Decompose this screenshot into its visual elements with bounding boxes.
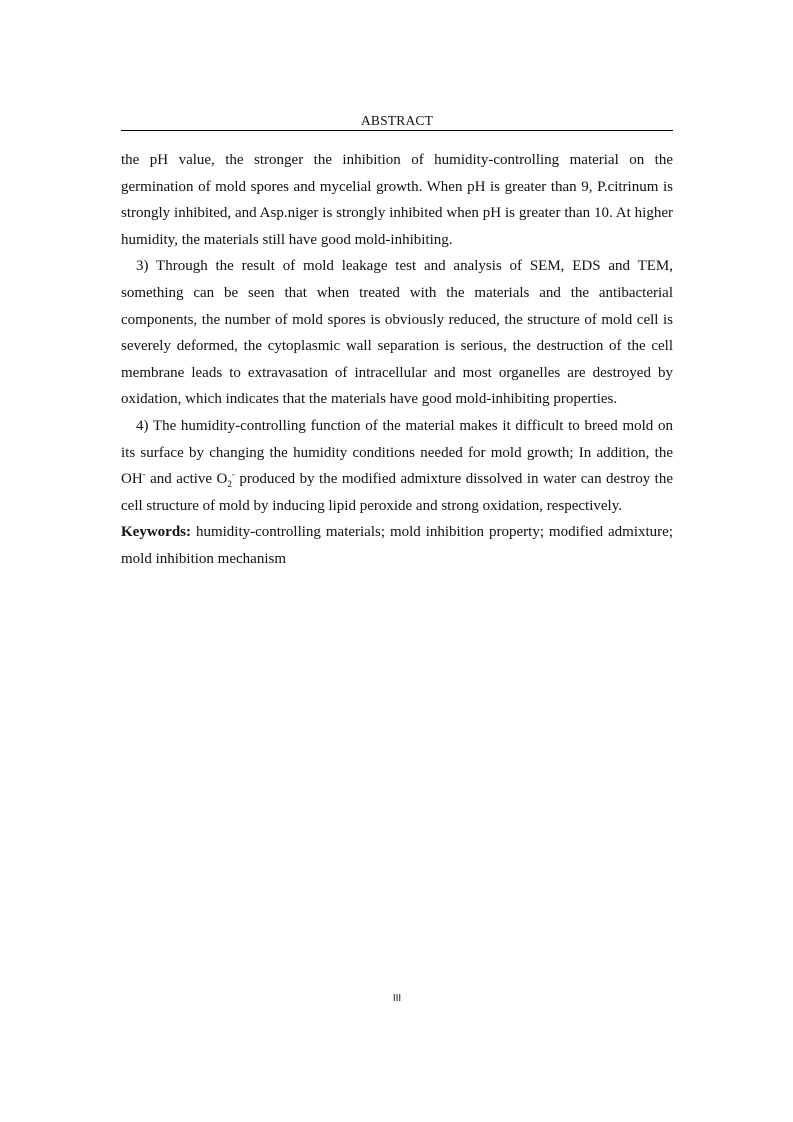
- mechanism-text-part2: and active O: [145, 471, 228, 488]
- hydroxide-charge: -: [142, 469, 146, 480]
- running-header: ABSTRACT: [360, 113, 434, 128]
- page-number: III: [392, 993, 402, 1004]
- keywords-label: Keywords:: [121, 524, 191, 541]
- paragraph-leakage-test: 3) Through the result of mold leakage test and analysis of SEM, EDS and TEM, something can be seen that when treated with the materials and the antibacterial components, the number of mold spores is obviously reduced, the structure of mold cell is severely deformed, the cytoplasmic wall separation is serious, the destruction of the cell membrane leads to extravasation of intracellular and most organelles are destroyed by oxidation, which indicates that the materials have good mold-inhibiting properties.: [121, 258, 673, 408]
- keywords-text: humidity-controlling materials; mold inhibition property; modified admixture; mold inhibition mechanism: [121, 524, 673, 567]
- mechanism-text-part1: 4) The humidity-controlling function of the material makes it difficult to breed mold on its surface by changing the humidity conditions needed for mold growth; In addition, the OH: [121, 417, 673, 488]
- paragraph-mechanism: [121, 413, 673, 519]
- abstract-body: [121, 147, 673, 573]
- mechanism-text-part3: produced by the modified admixture dissolved in water can destroy the cell structure of mold by inducing lipid peroxide and strong oxidation, respectively.: [121, 471, 673, 514]
- superoxide-charge: -: [231, 469, 235, 480]
- keywords-line: [121, 519, 673, 572]
- paragraph-ph-effect: the pH value, the stronger the inhibition of humidity-controlling material on the germination of mold spores and mycelial growth. When pH is greater than 9, P.citrinum is strongly inhibited, and Asp.niger is strongly inhibited when pH is greater than 10. At higher humidity, the materials still have good mold-inhibiting.: [121, 152, 673, 248]
- oxygen-subscript: 2: [227, 479, 232, 490]
- header-rule: [121, 130, 673, 131]
